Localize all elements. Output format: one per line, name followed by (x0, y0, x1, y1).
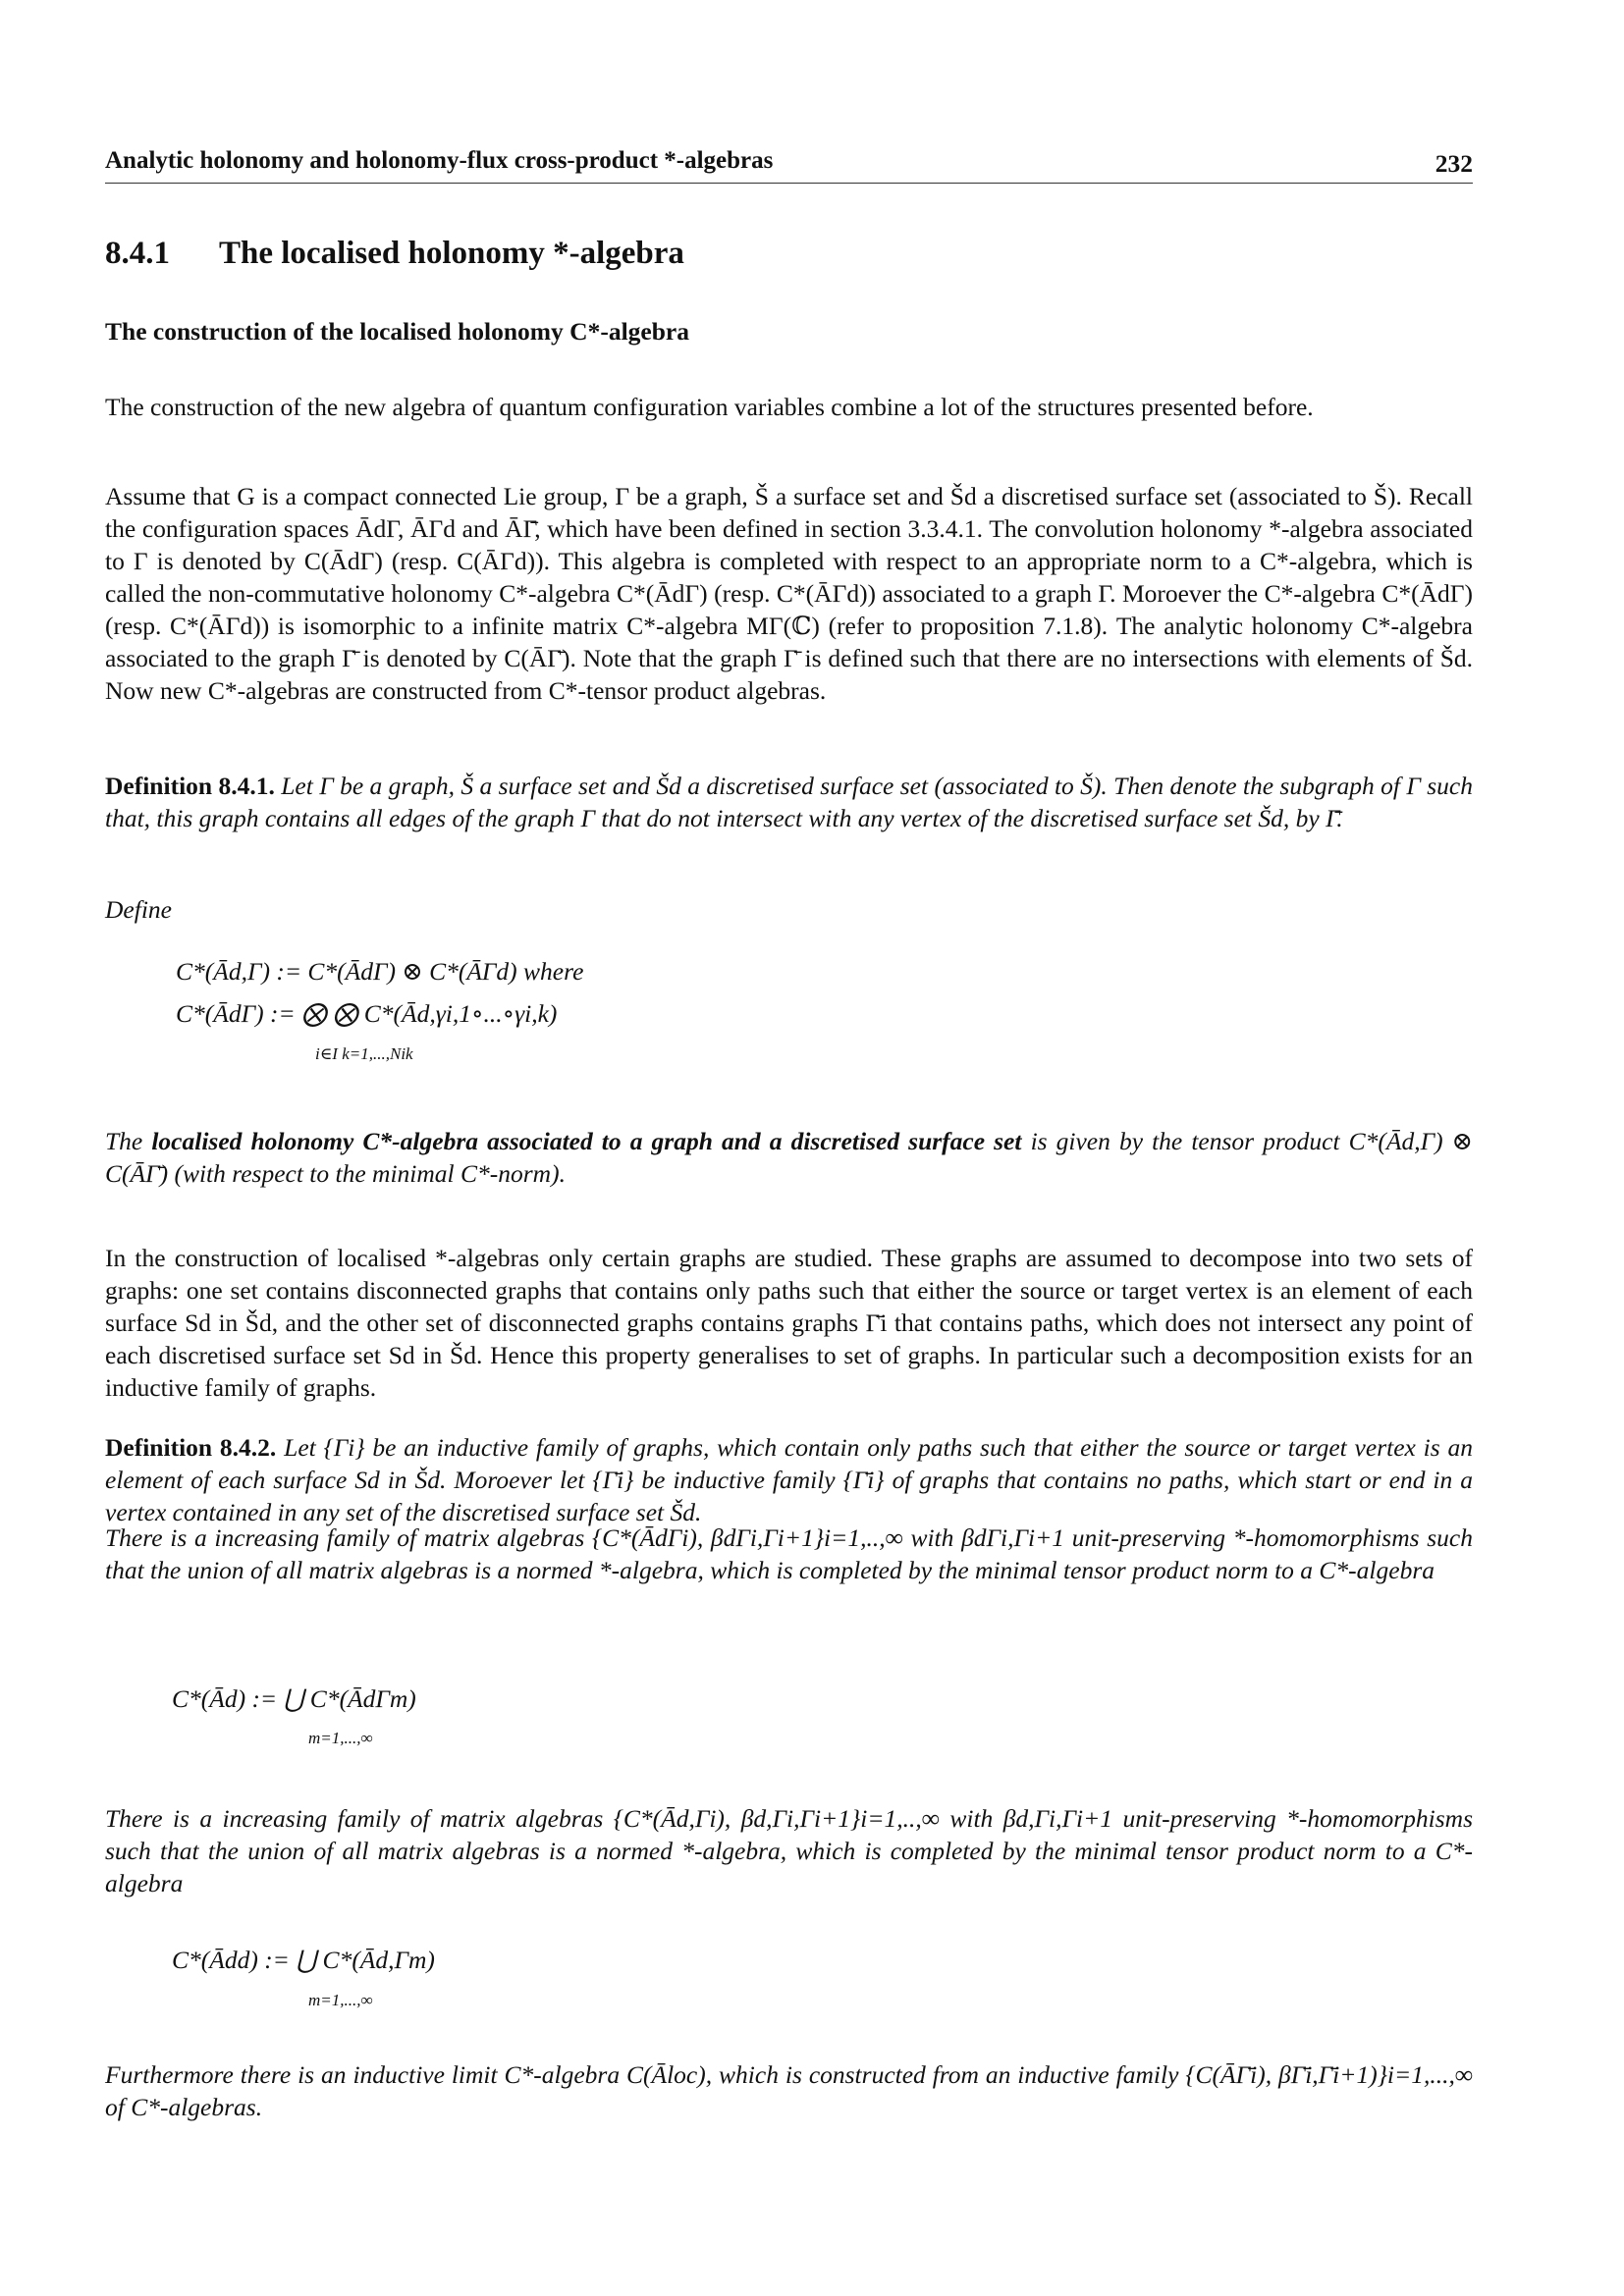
equation-3-indices: m=1,...,∞ (308, 1729, 373, 1747)
definition-8-4-2-part-3: Furthermore there is an inductive limit C*-algebra C(Āloc), which is constructed from an inductive family {C(ĀΓ̄i), βΓ̄i,Γ̄i+1)}i=1,...,∞ of C*-algebras. (105, 2060, 1473, 2121)
equation-4-indices: m=1,...,∞ (308, 1991, 373, 2009)
definition-text: Let Γ be a graph, Š a surface set and Šd a discretised surface set (associated to Š). Then denote the subgraph of Γ such that, this graph contains all edges of the graph Γ that do not intersect with any vertex of the discretised surface set Šd, by Γ̄. (105, 772, 1473, 832)
equation-3: C*(Ād) := ⋃ C*(ĀdΓm) (172, 1684, 416, 1713)
equation-4: C*(Ādd) := ⋃ C*(Ād,Γm) (172, 1946, 435, 1974)
paragraph-intro: The construction of the new algebra of quantum configuration variables combine a lot of the structures presented before. (105, 393, 1314, 421)
definition-text: Let {Γi} be an inductive family of graphs, which contain only paths such that either the source or target vertex is an element of each surface Sd in Šd. Moroever let {Γ̄i} be inductive family {Γ̄i} of graphs that contains no paths, which start or end in a vertex contained in any set of the discretised surface set Šd. (105, 1433, 1474, 1526)
definition-8-4-2 (105, 1431, 1473, 1528)
paragraph-decomposition: In the construction of localised *-algebras only certain graphs are studied. These graphs are assumed to decompose into two sets of graphs: one set contains disconnected graphs that contains only paths such that either the source or target vertex is an element of each surface Sd in Šd, and the other set of disconnected graphs contains graphs Γ̄i that contains paths, which does not intersect any point of each discretised surface set Sd in Šd. Hence this property generalises to set of graphs. In particular such a decomposition exists for an inductive family of graphs. (105, 1244, 1473, 1402)
running-header (105, 147, 1473, 184)
equation-2: C*(ĀdΓ) := ⨂ ⨂ C*(Ād,γi,1∘...∘γi,k) (176, 999, 558, 1028)
define-word: Define (105, 895, 172, 924)
definition-8-4-2-part-2: There is a increasing family of matrix algebras {C*(Ād,Γi), βd,Γi,Γi+1}i=1,..,∞ with βd,Γi,Γi+1 unit-preserving *-homomorphisms such that the union of all matrix algebras is a normed *-algebra, which is completed by the minimal tensor product norm to a C*-algebra (105, 1804, 1473, 1897)
paragraph-assumptions: Assume that G is a compact connected Lie group, Γ be a graph, Š a surface set and Šd a discretised surface set (associated to Š). Recall the configuration spaces ĀdΓ, ĀΓd and ĀΓ̄, which have been defined in section 3.3.4.1. The convolution holonomy *-algebra associated to Γ is denoted by C(ĀdΓ) (resp. C(ĀΓd)). This algebra is completed with respect to an appropriate norm to a C*-algebra, which is called the non-commutative holonomy C*-algebra C*(ĀdΓ) (resp. C*(ĀΓd)) associated to a graph Γ. Moroever the C*-algebra C*(ĀdΓ) (resp. C*(ĀΓd)) is isomorphic to a infinite matrix C*-algebra MΓ(ℂ) (refer to proposition 7.1.8). The analytic holonomy C*-algebra associated to the graph Γ̄ is denoted by C(ĀΓ̄). Note that the graph Γ̄ is defined such that there are no intersections with elements of Šd. Now new C*-algebras are constructed from C*-tensor product algebras. (105, 482, 1473, 705)
equation-1: C*(Ād,Γ) := C*(ĀdΓ) ⊗ C*(ĀΓd) where (176, 957, 584, 986)
section-title: The localised holonomy *-algebra (219, 236, 684, 271)
section-number: 8.4.1 (105, 236, 170, 271)
subsection-heading: The construction of the localised holonomy C*-algebra (105, 317, 689, 346)
localised-post: is given by the tensor product C*(Ād,Γ) ⊗ C(ĀΓ̄) (with respect to the minimal C*-norm). (105, 1127, 1474, 1188)
definition-label: Definition 8.4.2. (105, 1433, 277, 1462)
definition-label: Definition 8.4.1. (105, 772, 275, 800)
localised-term: localised holonomy C*-algebra associated to a graph and a discretised surface set (151, 1127, 1022, 1155)
section-heading (105, 236, 684, 272)
localised-definition (105, 1125, 1473, 1190)
definition-8-4-2-part-1: There is a increasing family of matrix algebras {C*(ĀdΓi), βdΓi,Γi+1}i=1,..,∞ with βdΓi,Γi+1 unit-preserving *-homomorphisms such that the union of all matrix algebras is a normed *-algebra, which is completed by the minimal tensor product norm to a C*-algebra (105, 1523, 1473, 1584)
page-number: 232 (1435, 149, 1473, 178)
equation-2-indices: i∈I k=1,...,Nik (315, 1044, 413, 1063)
definition-8-4-1 (105, 770, 1473, 834)
localised-pre: The (105, 1127, 143, 1155)
header-title: Analytic holonomy and holonomy-flux cross-product *-algebras (105, 147, 774, 174)
